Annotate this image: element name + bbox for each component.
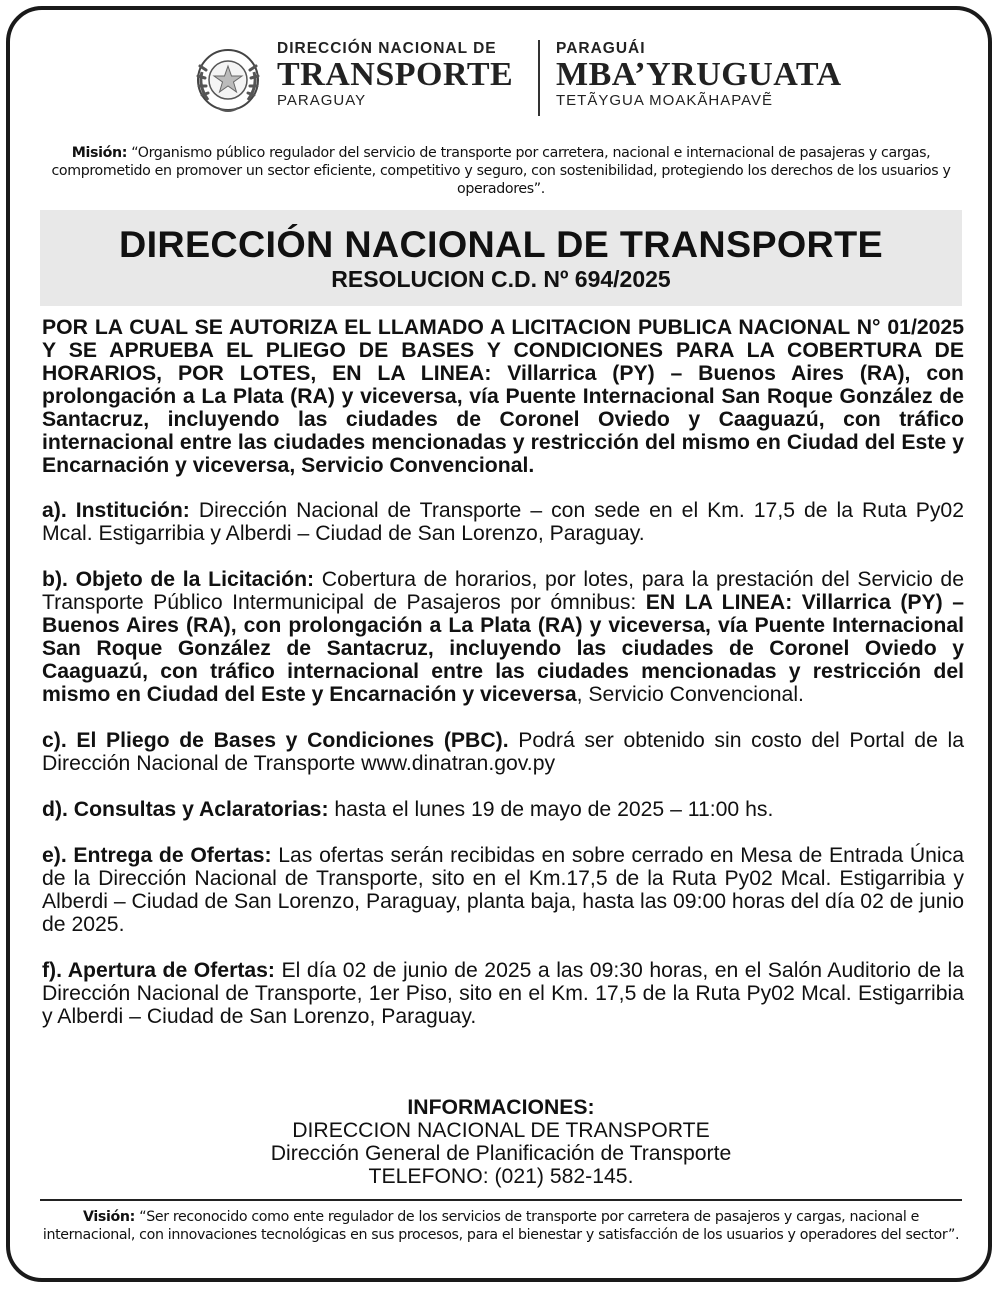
section-e-text: Las ofertas serán recibidas en sobre cerrado en Mesa de Entrada Única de la Dirección Nacional de Transporte, sito en el Km.17,5 de la Ruta Py02 Mcal. Estigarribia y Alberdi – Ciudad de San Lorenzo, Paraguay, planta baja, hasta las 09:00 horas del día 02 de junio de 2025.: [42, 844, 964, 936]
section-f-text: El día 02 de junio de 2025 a las 09:30 horas, en el Salón Auditorio de la Dirección Nacional de Transporte, 1er Piso, sito en el Km. 17,5 de la Ruta Py02 Mcal. Estigarribia y Alberdi – Ciudad de San Lorenzo, Paraguay.: [42, 959, 965, 1028]
mission-text: “Organismo público regulador del servicio de transporte por carretera, nacional e internacional de pasajeras y cargas, comprometido en promover un sector eficiente, competitivo y seguro, con sostenibilidad, protegiendo los derechos de los usuarios y operadores”.: [51, 145, 951, 197]
contact-information: [40, 1096, 962, 1188]
guarani-line-1: PARAGUÁI: [556, 40, 646, 57]
section-c-label: c). El Pliego de Bases y Condiciones (PBC).: [42, 729, 509, 752]
section-d: [42, 798, 964, 821]
section-a-text: Dirección Nacional de Transporte – con sede en el Km. 17,5 de la Ruta Py02 Mcal. Estigarribia y Alberdi – Ciudad de San Lorenzo, Paraguay.: [42, 499, 964, 545]
section-b-label: b). Objeto de la Licitación:: [42, 568, 315, 591]
section-a: [42, 499, 964, 545]
header-logos: [188, 38, 848, 118]
header-divider: [538, 40, 540, 116]
resolution-body: [42, 316, 964, 1051]
footer-divider: [40, 1199, 962, 1201]
guarani-wordmark: [556, 40, 856, 109]
section-e: [42, 844, 964, 936]
info-heading: INFORMACIONES:: [407, 1096, 595, 1119]
vision-text: “Ser reconocido como ente regulador de los servicios de transporte por carretera de pasajeros y cargas, nacional e internacional, con innovaciones tecnológicas en sus procesos, para el bienestar y satisfacción de los usuarios y operadores del sector”.: [42, 1209, 960, 1243]
section-a-label: a). Institución:: [42, 499, 190, 522]
info-line-1: DIRECCION NACIONAL DE TRANSPORTE: [292, 1119, 710, 1142]
section-d-label: d). Consultas y Aclaratorias:: [42, 798, 329, 821]
section-b-bold: EN LA LINEA: Villarrica (PY) – Buenos Aires (RA), con prolongación a La Plata (RA) y viceversa, vía Puente Internacional San Roque González de Santacruz, incluyendo las ciudades de Coronel Oviedo y Caaguazú, con tráfico internacional entre las ciudades mencionadas y restricción del mismo en Ciudad del Este y Encarnación y viceversa: [42, 591, 964, 706]
section-c: [42, 729, 964, 775]
info-line-2: Dirección General de Planificación de Transporte: [270, 1142, 732, 1165]
guarani-line-3: TETÃYGUA MOAKÃHAPAVẼ: [556, 92, 773, 109]
vision-statement: [40, 1208, 962, 1244]
title-banner: [40, 210, 962, 306]
section-e-label: e). Entrega de Ofertas:: [42, 844, 272, 867]
mission-statement: [40, 144, 962, 198]
section-f-label: f). Apertura de Ofertas:: [42, 959, 275, 982]
info-phone: TELEFONO: (021) 582-145.: [368, 1165, 634, 1188]
section-b-text: Cobertura de horarios, por lotes, para la prestación del Servicio de Transporte Público Intermunicipal de Pasajeros por ómnibus:: [42, 568, 964, 614]
wordmark-line-2: TRANSPORTE: [277, 56, 514, 93]
wordmark-line-3: PARAGUAY: [277, 92, 367, 109]
section-d-text: hasta el lunes 19 de mayo de 2025 – 11:00 hs.: [328, 798, 774, 821]
mission-label: Misión:: [71, 145, 128, 161]
section-b-tail: , Servicio Convencional.: [576, 683, 804, 706]
vision-label: Visión:: [83, 1209, 136, 1225]
section-f: [42, 959, 964, 1028]
resolution-number: RESOLUCION C.D. Nº 694/2025: [331, 266, 671, 292]
section-b: [42, 568, 964, 706]
lead-paragraph: POR LA CUAL SE AUTORIZA EL LLAMADO A LICITACION PUBLICA NACIONAL N° 01/2025 Y SE APRUEBA EL PLIEGO DE BASES Y CONDICIONES PARA LA COBERTURA DE HORARIOS, POR LOTES, EN LA LINEA: Villarrica (PY) – Buenos Aires (RA), con prolongación a La Plata (RA) y viceversa, vía Puente Internacional San Roque González de Santacruz, incluyendo las ciudades de Coronel Oviedo y Caaguazú, con tráfico internacional entre las ciudades mencionadas y restricción del mismo en Ciudad del Este y Encarnación y viceversa, Servicio Convencional.: [42, 316, 964, 477]
section-c-text: Podrá ser obtenido sin costo del Portal de la Dirección Nacional de Transporte www.dinatran.gov.py: [42, 729, 964, 775]
national-seal-icon: [188, 42, 268, 118]
guarani-line-2: MBA’YRUGUATA: [556, 56, 842, 93]
dnt-wordmark: [277, 40, 522, 109]
page-title: DIRECCIÓN NACIONAL DE TRANSPORTE: [119, 224, 883, 265]
wordmark-line-1: DIRECCIÓN NACIONAL DE: [277, 40, 497, 57]
